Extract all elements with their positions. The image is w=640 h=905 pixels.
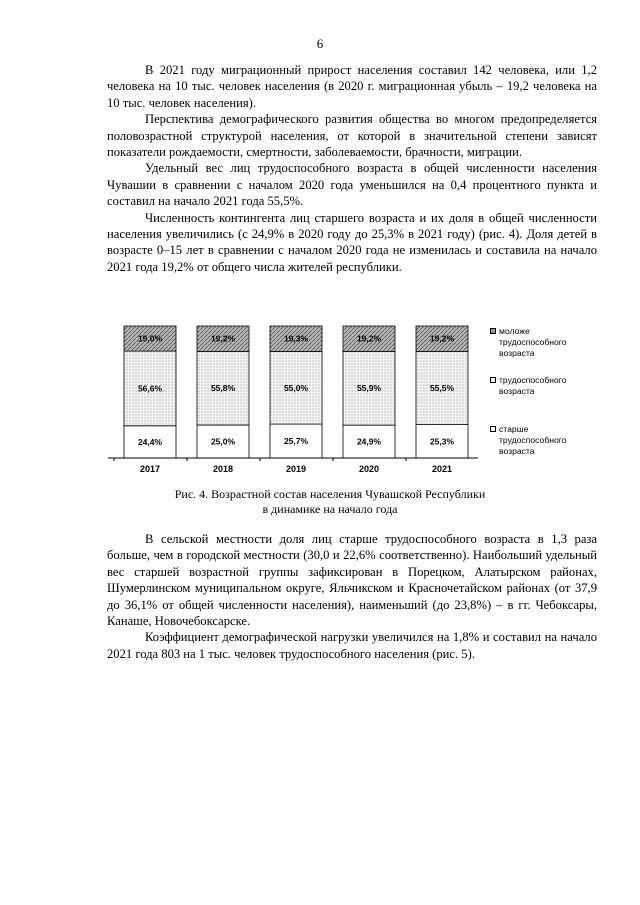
caption-line-2: в динамике на начало года (262, 502, 398, 516)
figure-caption (150, 487, 510, 517)
data-label-working-2021: 55,5% (429, 382, 455, 393)
paragraph-elderly-share: Численность контингента лиц старшего возраста и их доля в общей численности населения увеличились (с 24,9% в 2020 году до 25,3% в 2021 году) (рис. 4). Доля детей в возрасте 0–15 лет в сравнении с началом 2020 года не изменилась и составила на начало 2021 года 19,2% от общего числа жителей республики. (107, 210, 597, 274)
data-label-old-2021: 25,3% (429, 436, 455, 447)
data-label-working-2019: 55,0% (283, 382, 309, 393)
legend-label-working-1: трудоспособного (499, 375, 567, 385)
x-tick-2018: 2018 (212, 464, 234, 474)
data-label-young-2021: 19,2% (429, 333, 455, 344)
x-tick-2021: 2021 (431, 464, 453, 474)
data-label-old-2018: 25,0% (210, 436, 236, 447)
legend-label-old-2: трудоспособного (499, 435, 567, 445)
data-label-working-2020: 55,9% (356, 383, 382, 394)
paragraph-working-age-share: Удельный вес лиц трудоспособного возраста в общей численности населения Чувашии в сравнении с началом 2020 года уменьшился на 0,4 процентного пункта и составил на начало 2021 года 55,5%. (107, 161, 597, 209)
legend-swatch-working (490, 377, 496, 383)
legend-label-old-1: старше (499, 424, 529, 434)
x-tick-2019: 2019 (285, 464, 307, 474)
x-tick-2020: 2020 (358, 464, 380, 474)
legend-item-working (490, 375, 608, 397)
paragraph-dependency-ratio: Коэффициент демографической нагрузки увеличился на 1,8% и составил на начало 2021 года 803 на 1 тыс. человек трудоспособного населения (рис. 5). (107, 630, 597, 661)
x-tick-2017: 2017 (139, 464, 161, 474)
legend-item-old (490, 424, 608, 457)
paragraph-rural-elderly: В сельской местности доля лиц старше трудоспособного возраста в 1,3 раза больше, чем в городской местности (30,0 и 22,6% соответственно). Наибольший удельный вес старшей возрастной группы зафиксирован в Порецком, Алатырском районах, Шумерлинском муниципальном округе, Яльчикском и Красночетайском районах (от 37,9 до 36,1% от общей численности населения), наименьший (до 23,8%) – в гг. Чебоксары, Канаше, Новочебоксарске. (107, 532, 597, 629)
data-label-working-2018: 55,8% (210, 383, 236, 394)
legend-swatch-young (490, 328, 496, 334)
data-label-young-2018: 19,2% (210, 333, 236, 344)
legend-label-young-1: моложе (499, 326, 530, 336)
data-label-young-2020: 19,2% (356, 333, 382, 344)
legend-label-young-2: трудоспособного (499, 337, 567, 347)
body-text-bottom (107, 531, 597, 662)
paragraph-demographic-structure: Перспектива демографического развития общества во многом предопределяется половозрастной структурой населения, от которой в значительной степени зависят показатели рождаемости, смертности, заболеваемости, брачности, миграции. (107, 112, 597, 160)
legend-swatch-old (490, 426, 496, 432)
data-label-old-2020: 24,9% (356, 436, 382, 447)
paragraph-migration: В 2021 году миграционный прирост населения составил 142 человека, или 1,2 человека на 10 тыс. человек населения (в 2020 г. миграционная убыль – 19,2 человека на 10 тыс. человек населения). (107, 63, 597, 110)
data-label-young-2017: 19,0% (137, 333, 163, 344)
legend-item-young (490, 326, 608, 359)
page-number: 6 (316, 36, 324, 51)
data-label-young-2019: 19,3% (283, 333, 309, 344)
data-label-old-2019: 25,7% (283, 436, 309, 447)
legend-label-working-2: возраста (499, 386, 535, 396)
data-label-old-2017: 24,4% (137, 436, 163, 447)
legend-label-old-3: возраста (499, 446, 535, 456)
body-text-top (107, 62, 597, 275)
data-label-working-2017: 56,6% (137, 383, 163, 394)
caption-line-1: Рис. 4. Возрастной состав населения Чувашской Республики (174, 487, 486, 501)
legend-label-young-3: возраста (499, 348, 535, 358)
